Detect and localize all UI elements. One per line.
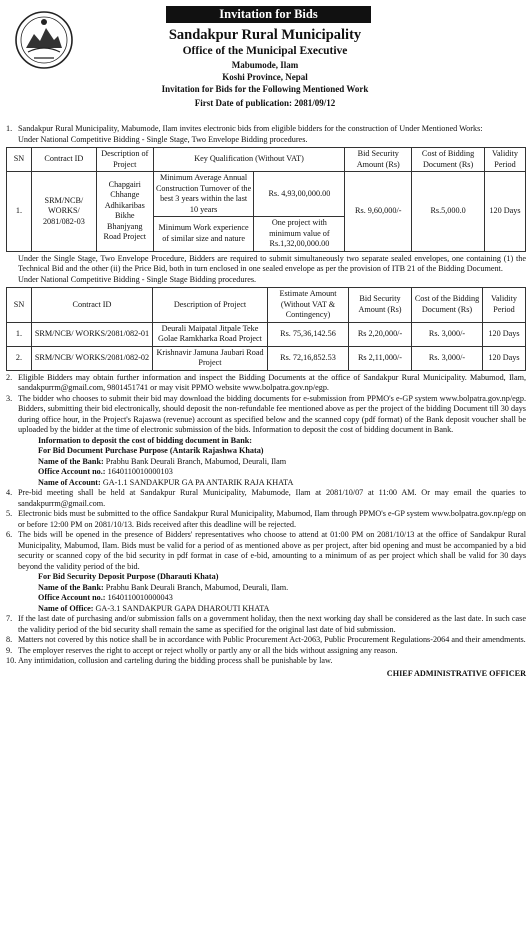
cell-validity: 120 Days	[483, 346, 526, 370]
clause-5	[4, 509, 526, 530]
bank-label: Name of the Bank:	[38, 582, 104, 592]
cell-qualification-2-value: One project with minimum value of Rs.1,32,00,000.00	[254, 217, 345, 252]
col-header: Contract ID	[32, 288, 153, 323]
clause-text: Electronic bids must be submitted to the office Sandakpur Rural Municipality, Mabumod, Ilam through PPMO's e-GP system www.bolpatra.gov.np/egp on or before 12:00 PM on 2081/10/13. Bids received after this deadline will be rejected.	[18, 509, 526, 529]
works-table-single-stage	[6, 287, 526, 371]
account-name-label: Name of Account:	[38, 477, 101, 487]
bank-name: Prabhu Bank Deurali Branch, Mabumod, Deurali, Ilam	[105, 456, 287, 466]
account-number: 1640110010000103	[107, 467, 173, 476]
cell-description: Deurali Maipatal Jitpale Teke Golae Ramkharka Road Project	[153, 322, 268, 346]
col-header: Description of Project	[96, 148, 153, 172]
notice-subtitle: Invitation for Bids for the Following Mentioned Work	[161, 84, 369, 94]
table-row	[7, 172, 526, 217]
cell-document-cost: Rs. 3,000/-	[412, 322, 483, 346]
clause-number: 1.	[6, 124, 13, 133]
clause-9	[4, 646, 526, 657]
col-header: Cost of Bidding Document (Rs)	[412, 148, 485, 172]
account-label: Office Account no.:	[38, 467, 106, 476]
banner-title: Invitation for Bids	[166, 6, 371, 23]
clause-text: Any intimidation, collusion and carteling during the bidding process shall be punishable by law.	[18, 656, 333, 665]
col-header: Bid Security Amount (Rs)	[345, 148, 412, 172]
clause-text: If the last date of purchasing and/or submission falls on a government holiday, then the next working day shall be considered as the last date. In such case the validity period of the bid security shall remain the same as specified for the original last date of bid submission.	[18, 614, 526, 634]
office-name-label: Name of Office:	[38, 603, 94, 613]
office-province: Koshi Province, Nepal	[222, 72, 308, 82]
deposit-account-line	[38, 593, 526, 604]
office-account-name: GA-3.1 SANDAKPUR GAPA DHAROUTI KHATA	[95, 603, 270, 613]
col-header: Validity Period	[483, 288, 526, 323]
cell-estimate: Rs. 75,36,142.56	[268, 322, 349, 346]
account-number: 1640110010000043	[107, 593, 173, 602]
table-row	[7, 346, 526, 370]
envelope-note: Under the Single Stage, Two Envelope Procedure, Bidders are required to submit simultaneously two separate sealed envelopes, one containing (1) the Technical Bid and the other (ii) the Price Bid, both in turn enclosed in one sealed envelope as per the provision of ITB 21 of the Bidding Document.	[18, 253, 526, 273]
cell-description: Chapgairi Chhange Adhikaribas Bikhe Bhanjyang Road Project	[96, 172, 153, 252]
cell-qualification-2: Minimum Work experience of similar size and nature	[153, 217, 254, 252]
col-header: Description of Project	[153, 288, 268, 323]
deposit-bank-line	[38, 583, 526, 594]
deposit-purpose: For Bid Security Deposit Purpose (Dharauti Khata)	[38, 572, 219, 581]
clause-text: The bids will be opened in the presence of Bidders' representatives who choose to attend at 01:00 PM on 2081/10/13 at the office of Sandakpur Rural Municipality, Mabumod, Ilam. Bids must be valid for a period of as mentioned above as per project, after bid opening and must be accompanied by a bid security or scanned copy of the bid security in pdf format in case of e-bid, amounting to a minimum of as per project which shall be valid for 30 days beyond the validity period of the bid.	[18, 530, 526, 571]
col-header: Validity Period	[485, 148, 526, 172]
clause-4	[4, 488, 526, 509]
cell-document-cost: Rs. 3,000/-	[412, 346, 483, 370]
clause-text: The employer reserves the right to accept or reject wholly or partly any or all the bids without assigning any reason.	[18, 645, 398, 655]
clause-text: Pre-bid meeting shall be held at Sandakpur Rural Municipality, Mabumode, Ilam at 2081/10/07 at 11:00 AM. Or may email the quaries to sandakpurrm@gmail.com.	[18, 488, 526, 508]
clause-number: 5.	[6, 509, 13, 518]
office-name: Office of the Municipal Executive	[182, 45, 348, 57]
cell-contract-id: SRM/NCB/ WORKS/2081/082-02	[32, 346, 153, 370]
clause-text: Sandakpur Rural Municipality, Mabumode, Ilam invites electronic bids from eligible bidders for the construction of Under Mentioned Works:	[18, 124, 483, 133]
account-name: GA-1.1 SANDAKPUR GA PA ANTARIK RAJA KHATA	[102, 477, 294, 487]
clause-text: Matters not covered by this notice shall be in accordance with Public Procurement Act-2063, Public Procurement Regulations-2064 and their amendments.	[18, 635, 526, 644]
cell-bid-security: Rs. 9,60,000/-	[345, 172, 412, 252]
clause-number: 6.	[6, 530, 13, 539]
bank-label: Name of the Bank:	[38, 456, 104, 466]
clause-10	[4, 656, 526, 667]
clause-3	[4, 394, 526, 436]
clause-number: 7.	[6, 614, 13, 623]
col-header: Cost of the Bidding Document (Rs)	[412, 288, 483, 323]
clause-number: 10.	[6, 656, 17, 665]
clause-6	[4, 530, 526, 572]
deposit-bank-line	[38, 457, 526, 468]
deposit-name-line	[38, 604, 526, 615]
col-header: Contract ID	[31, 148, 96, 172]
signatory-title: CHIEF ADMINISTRATIVE OFFICER	[386, 668, 526, 678]
table-row	[7, 322, 526, 346]
bank-name: Prabhu Bank Deurali Branch, Mabumod, Deurali, Ilam.	[105, 582, 289, 592]
fee-deposit-info	[4, 436, 526, 489]
cell-sn: 2.	[7, 346, 32, 370]
col-header: SN	[7, 148, 32, 172]
deposit-purpose: For Bid Document Purchase Purpose (Antarik Rajashwa Khata)	[38, 446, 264, 455]
clause-8	[4, 635, 526, 646]
cell-sn: 1.	[7, 322, 32, 346]
col-header: SN	[7, 288, 32, 323]
clause-1	[4, 124, 526, 135]
clause-number: 2.	[6, 372, 13, 382]
procedure-note-single: Under National Competitive Bidding - Single Stage Bidding procedures.	[18, 274, 257, 284]
cell-description: Krishnavir Jamuna Jaubari Road Project	[153, 346, 268, 370]
clause-number: 8.	[6, 635, 13, 644]
deposit-account-line	[38, 467, 526, 478]
deposit-info-title: Information to deposit the cost of bidding document in Bank:	[38, 435, 253, 445]
cell-estimate: Rs. 72,16,852.53	[268, 346, 349, 370]
procedure-note: Under National Competitive Bidding - Single Stage, Two Envelope Bidding procedures.	[18, 134, 308, 144]
cell-sn: 1.	[7, 172, 32, 252]
office-address: Mabumode, Ilam	[231, 60, 299, 70]
notice-page	[4, 2, 526, 931]
works-table-two-envelope	[6, 147, 526, 252]
cell-validity: 120 Days	[485, 172, 526, 252]
org-name: Sandakpur Rural Municipality	[168, 27, 362, 43]
security-deposit-info	[4, 572, 526, 614]
col-header: Bid Security Amount (Rs)	[349, 288, 412, 323]
col-header: Estimate Amount (Without VAT & Contingency)	[268, 288, 349, 323]
cell-bid-security: Rs 2,11,000/-	[349, 346, 412, 370]
clause-number: 3.	[6, 393, 13, 403]
cell-bid-security: Rs 2,20,000/-	[349, 322, 412, 346]
cell-contract-id: SRM/NCB/ WORKS/2081/082-01	[32, 322, 153, 346]
clause-7	[4, 614, 526, 635]
cell-validity: 120 Days	[483, 322, 526, 346]
notice-body	[4, 124, 526, 679]
clause-number: 9.	[6, 645, 13, 655]
deposit-name-line	[38, 478, 526, 489]
publication-date: First Date of publication: 2081/09/12	[194, 98, 336, 108]
clause-2	[4, 373, 526, 394]
account-label: Office Account no.:	[38, 593, 106, 602]
clause-text: The bidder who chooses to submit their bid may download the bidding documents for e-submission from PPMO's e-GP system www.bolpatra.gov.np/egp. Bidders, submitting their bid electronically, should deposit the non-refundable fee mentioned above as per the project of the bidding Document till 30 days during office hour, in the Project's Rajaswa (revenue) account as specified below and the scanned copy (pdf format) of the Bank deposit voucher shall be uploaded by the bidder at the time of electronic submission of the bids. Information to deposit the cost of bidding document in Bank.	[18, 393, 526, 434]
clause-number: 4.	[6, 488, 13, 497]
cell-document-cost: Rs.5,000.0	[412, 172, 485, 252]
cell-qualification-1-value: Rs. 4,93,00,000.00	[254, 172, 345, 217]
cell-contract-id: SRM/NCB/ WORKS/ 2081/082-03	[31, 172, 96, 252]
cell-qualification-1: Minimum Average Annual Construction Turnover of the best 3 years within the last 10 years	[153, 172, 254, 217]
col-header: Key Qualification (Without VAT)	[153, 148, 345, 172]
clause-text: Eligible Bidders may obtain further information and inspect the Bidding Documents at the office of Sandakpur Rural Municipality. Mabumod, Ilam, sandakpurrm@gmail.com, 9801451741 or may visit PPMO website www.bolpatra.gov.np/egp.	[18, 372, 526, 392]
